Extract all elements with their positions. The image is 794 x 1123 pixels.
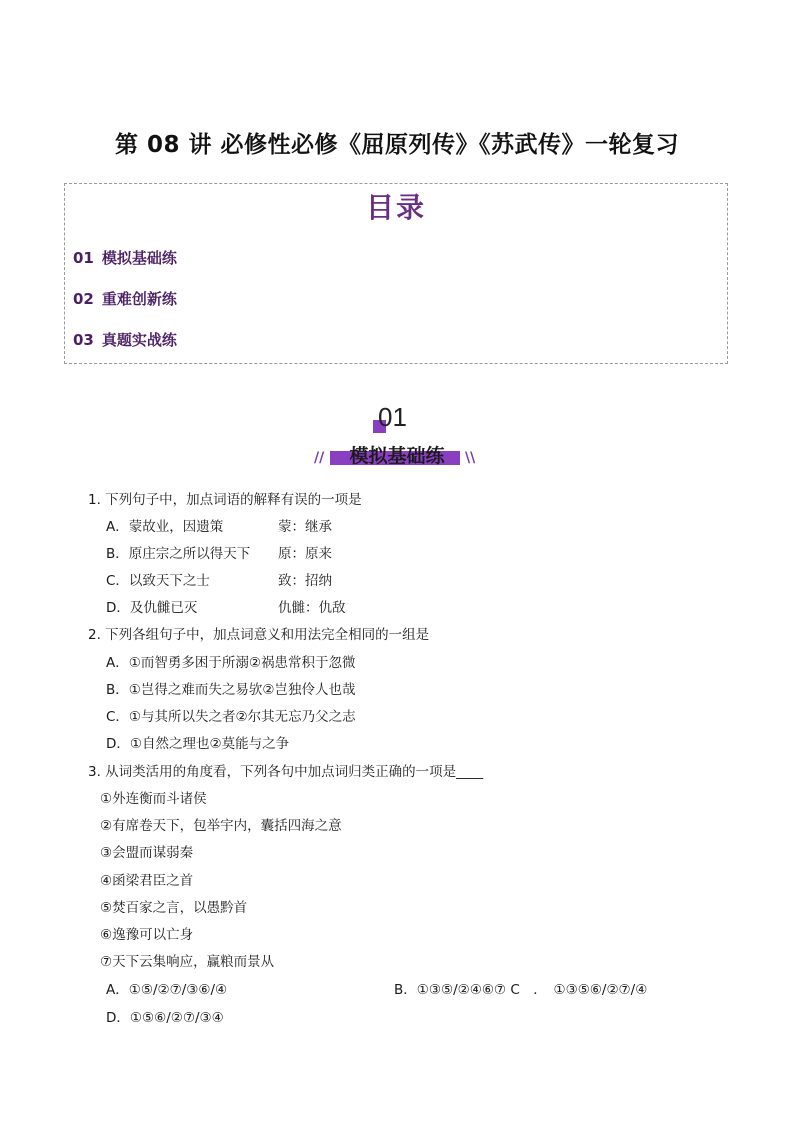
- q2-option-b: B．①岂得之难而失之易欤②岂独伶人也哉: [106, 682, 356, 698]
- q1-option-b-definition: 原：原来: [278, 546, 332, 562]
- table-of-contents: [64, 183, 728, 364]
- q3-item: ③会盟而谋弱秦: [100, 845, 194, 861]
- question-1-stem: 1. 下列句子中，加点词语的解释有误的一项是: [88, 492, 362, 508]
- q3-item: ②有席卷天下，包举宇内，囊括四海之意: [100, 818, 342, 834]
- toc-item-label: 真题实战练: [101, 331, 177, 349]
- q2-option-a: A．①而智勇多困于所溺②祸患常积于忽微: [106, 655, 356, 671]
- q1-option-a-definition: 蒙：继承: [278, 519, 332, 535]
- section-number: 01: [378, 402, 407, 432]
- q3-item: ⑤焚百家之言，以愚黔首: [100, 900, 248, 916]
- q3-option-d: D．①⑤⑥/②⑦/③④: [106, 1010, 224, 1026]
- q2-option-d: D．①自然之理也②莫能与之争: [106, 736, 290, 752]
- q1-option-d-definition: 仇雠：仇敌: [278, 600, 346, 616]
- question-3-stem: 3. 从词类活用的角度看，下列各句中加点词归类正确的一项是____: [88, 764, 484, 780]
- q1-option-c-definition: 致：招纳: [278, 573, 332, 589]
- q3-option-a: A．①⑤/②⑦/③⑥/④: [106, 982, 228, 998]
- q1-option-a: A．蒙故业，因遗策: [106, 519, 224, 535]
- toc-heading: 目录: [365, 191, 426, 224]
- toc-item-number: 02: [73, 290, 94, 308]
- toc-item[interactable]: [73, 247, 177, 268]
- q3-option-b-c: B．①③⑤/②④⑥⑦ C ． ①③⑤⑥/②⑦/④: [394, 982, 648, 998]
- toc-item[interactable]: [73, 329, 177, 350]
- section-header: [0, 400, 794, 472]
- toc-item-label: 重难创新练: [101, 290, 177, 308]
- q3-item: ⑦天下云集响应，赢粮而景从: [100, 954, 275, 970]
- toc-item-number: 03: [73, 331, 94, 349]
- q3-item: ④函梁君臣之首: [100, 873, 194, 889]
- toc-item[interactable]: [73, 288, 177, 309]
- toc-item-number: 01: [73, 249, 94, 267]
- page-title: 第 08 讲 必修性必修《屈原列传》《苏武传》一轮复习: [114, 132, 680, 158]
- q3-item: ⑥逸豫可以亡身: [100, 927, 194, 943]
- q3-item: ①外连衡而斗诸侯: [100, 791, 207, 807]
- section-left-mark: //: [314, 450, 325, 466]
- q2-option-c: C．①与其所以失之者②尔其无忘乃父之志: [106, 709, 356, 725]
- section-right-mark: \\: [465, 450, 476, 466]
- q1-option-b: B．原庄宗之所以得天下: [106, 546, 251, 562]
- toc-item-label: 模拟基础练: [101, 249, 177, 267]
- question-2-stem: 2. 下列各组句子中，加点词意义和用法完全相同的一组是: [88, 627, 430, 643]
- section-label: 模拟基础练: [349, 445, 445, 467]
- q1-option-d: D．及仇雠已灭: [106, 600, 198, 616]
- q1-option-c: C．以致天下之士: [106, 573, 210, 589]
